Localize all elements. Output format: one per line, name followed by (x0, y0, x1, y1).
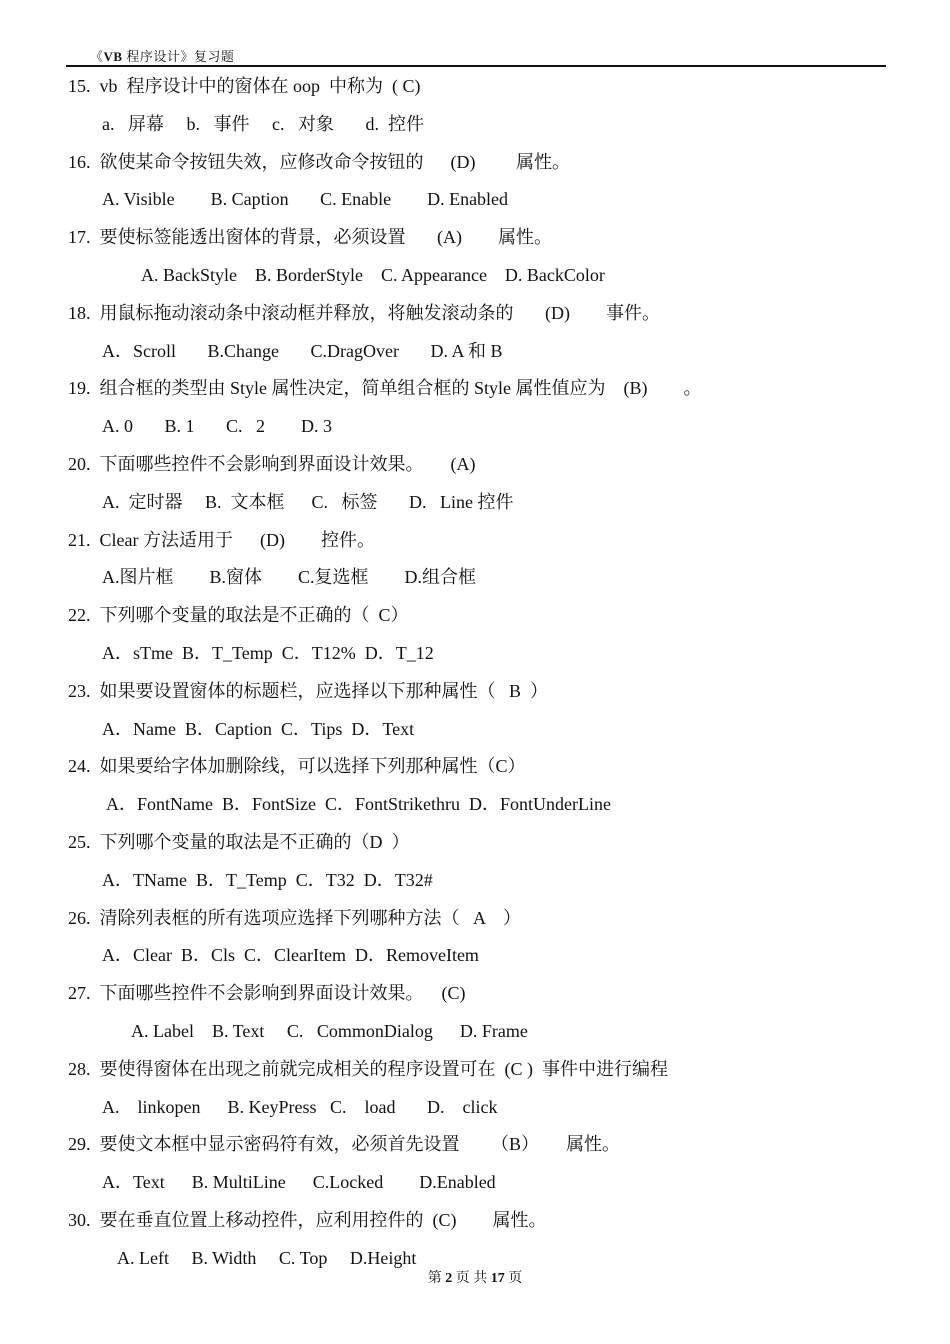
question-line: 19. 组合框的类型由 Style 属性决定，简单组合框的 Style 属性值应为 (B) 。 (68, 378, 702, 399)
question-line: 21. Clear 方法适用于 (D) 控件。 (68, 529, 375, 550)
answer-options-line: A. BackStyle B. BorderStyle C. Appearance D. BackColor (141, 265, 605, 285)
question-line: 22. 下列哪个变量的取法是不正确的（ C） (68, 605, 409, 626)
question-line: 26. 清除列表框的所有选项应选择下列哪种方法（ A ） (68, 907, 522, 928)
answer-options-line: A．sTme B．T_Temp C．T12% D．T_12 (102, 643, 434, 663)
question-line: 29. 要使文本框中显示密码符有效，必须首先设置 （B） 属性。 (68, 1134, 621, 1155)
answer-options-line: A．FontName B．FontSize C．FontStrikethru D．FontUnderLine (106, 794, 611, 815)
answer-options-line: A．Text B. MultiLine C.Locked D.Enabled (102, 1172, 496, 1193)
question-line: 16. 欲使某命令按钮失效，应修改命令按钮的 (D) 属性。 (68, 151, 570, 172)
question-line: 30. 要在垂直位置上移动控件，应利用控件的 (C) 属性。 (68, 1210, 547, 1230)
header-rule (66, 65, 886, 67)
question-line: 18. 用鼠标拖动滚动条中滚动框并释放，将触发滚动条的 (D) 事件。 (68, 302, 660, 323)
question-line: 28. 要使得窗体在出现之前就完成相关的程序设置可在 (C ) 事件中进行编程 (68, 1058, 668, 1079)
footer-post: 页 (504, 1271, 523, 1286)
question-line: 15. vb 程序设计中的窗体在 oop 中称为 ( C) (68, 76, 421, 96)
answer-options-line: A. linkopen B. KeyPress C. load D. click (102, 1096, 498, 1117)
header-title-bold: VB (103, 49, 123, 64)
answer-options-line: A. 0 B. 1 C. 2 D. 3 (102, 416, 333, 437)
answer-options-line: A．Scroll B.Change C.DragOver D. A 和 B (102, 340, 503, 361)
answer-options-line: A. Label B. Text C. CommonDialog D. Frame (131, 1021, 528, 1041)
question-line: 24. 如果要给字体加删除线，可以选择下列那种属性（C） (68, 756, 526, 777)
header-title-prefix: 《 (90, 49, 104, 64)
question-line: 17. 要使标签能透出窗体的背景，必须设置 (A) 属性。 (68, 227, 552, 248)
footer-page-number: 2 (445, 1271, 453, 1286)
header-title-suffix: 程序设计》复习题 (122, 49, 235, 64)
answer-options-line: A．Name B．Caption C．Tips D．Text (102, 718, 415, 739)
answer-options-line: A．Clear B．Cls C．ClearItem D．RemoveItem (102, 945, 479, 966)
answer-options-line: A.图片框 B.窗体 C.复选框 D.组合框 (102, 567, 477, 588)
answer-options-line: A．TName B．T_Temp C．T32 D．T32# (102, 869, 433, 890)
answer-options-line: A. Visible B. Caption C. Enable D. Enabled (102, 189, 509, 210)
question-line: 25. 下列哪个变量的取法是不正确的（D ） (68, 832, 410, 852)
question-line: 27. 下面哪些控件不会影响到界面设计效果。 (C) (68, 983, 466, 1004)
document-header (90, 46, 234, 65)
answer-options-line: A. 定时器 B. 文本框 C. 标签 D. Line 控件 (102, 491, 514, 512)
answer-options-line: a. 屏幕 b. 事件 c. 对象 d. 控件 (102, 113, 424, 134)
question-line: 23. 如果要设置窗体的标题栏，应选择以下那种属性（ B ） (68, 680, 549, 701)
question-line: 20. 下面哪些控件不会影响到界面设计效果。 (A) (68, 454, 476, 474)
answer-options-line: A. Left B. Width C. Top D.Height (117, 1247, 417, 1268)
footer-pre: 第 (427, 1271, 446, 1286)
footer-mid: 页 共 (452, 1271, 491, 1286)
page-footer (0, 1267, 950, 1287)
footer-total-pages: 17 (490, 1271, 505, 1286)
